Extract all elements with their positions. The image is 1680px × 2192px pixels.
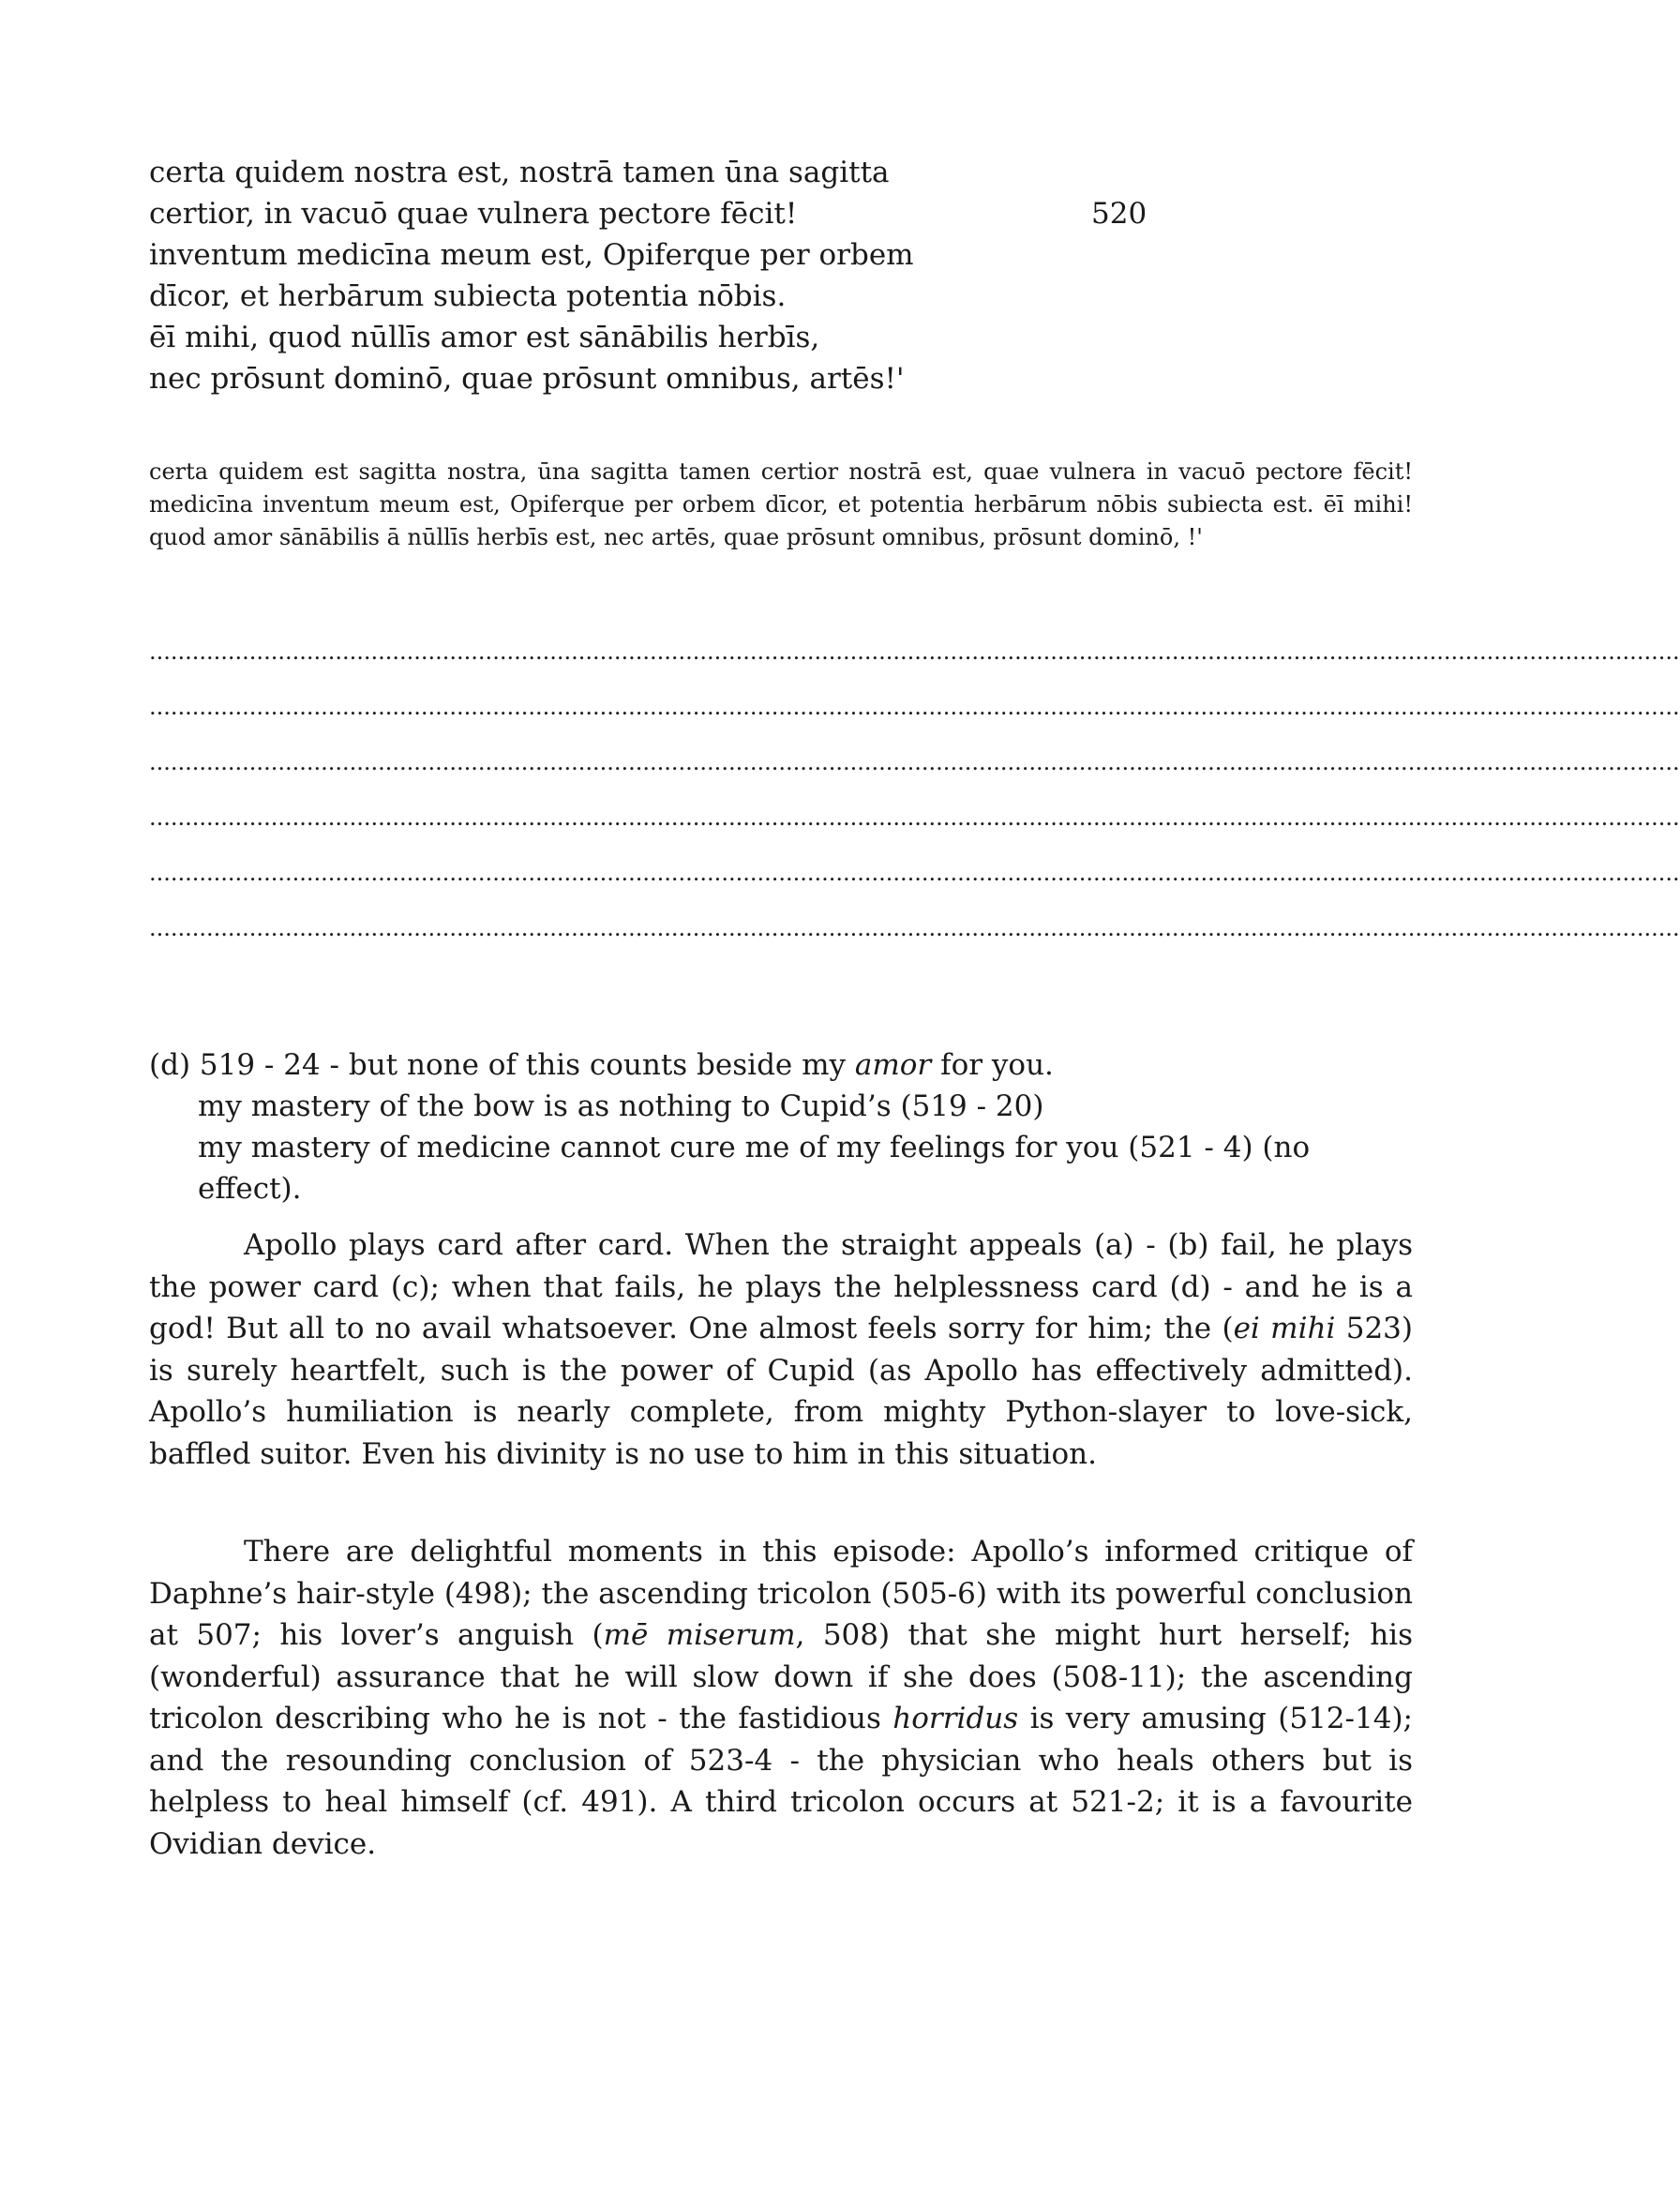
commentary-paragraph [149,1224,1413,1475]
answer-line: ...................................................................................................................................................................................................................... [149,638,1680,665]
verse-line-text: certa quidem nostra est, nostrā tamen ūna sagitta [149,156,890,189]
answer-line: ...................................................................................................................................................................................................................... [149,804,1680,831]
commentary-paragraph [149,1531,1413,1865]
summary-text: for you. [931,1048,1054,1082]
latin-verse [149,152,1180,399]
summary-text: (d) 519 - 24 - but none of this counts beside my [149,1048,855,1082]
answer-line: ...................................................................................................................................................................................................................... [149,749,1680,775]
paragraph-text: 523) is surely heartfelt, such is the power of Cupid (as Apollo has effectively admitted). Apollo’s humiliation is nearly complete, from mighty Python-slayer to love-sick, baffled suitor. Even his divinity is no use to him in this situation. [149,1312,1413,1471]
verse-line-text: inventum medicīna meum est, Opiferque per orbem [149,238,914,272]
verse-line-text: nec prōsunt dominō, quae prōsunt omnibus, artēs!' [149,362,905,396]
summary-line-d [149,1044,1413,1086]
paragraph-text: , 508) that she might hurt herself; his (wonderful) assurance that he will slow down if she does (508-11); the ascending tricolon describing who he is not - the fastidious [149,1618,1414,1735]
section-d-summary [149,1044,1413,1209]
answer-line: ...................................................................................................................................................................................................................... [149,694,1680,720]
verse-line [149,276,1180,317]
paragraph-text: is very amusing (512-14); and the resounding conclusion of 523-4 - the physician who heals others but is helpless to heal himself (cf. 491). A third tricolon occurs at 521-2; it is a favourite Ovidian device. [149,1702,1413,1861]
latin-term: mē miserum [603,1618,796,1652]
paragraph-text: There are delightful moments in this episode: Apollo’s informed critique of Daphne’s hair-style (498); the ascending tricolon (505-6) with its powerful conclusion at 507; his lover’s anguish ( [149,1535,1413,1652]
latin-term: horridus [892,1702,1019,1735]
verse-line [149,234,1180,276]
summary-line: my mastery of the bow is as nothing to Cupid’s (519 - 20) [198,1089,1044,1123]
verse-line-text: dīcor, et herbārum subiecta potentia nōbis. [149,279,787,313]
prose-word-order: certa quidem est sagitta nostra, ūna sagitta tamen certior nostrā est, quae vulnera in vacuō pectore fēcit! medicīna inventum meum est, Opiferque per orbem dīcor, et potentia herbārum nōbis subiecta est. ēī mihi! quod amor sānābilis ā nūllīs herbīs est, nec artēs, quae prōsunt omnibus, prōsunt dominō, !' [149,458,1413,550]
verse-line [149,317,1180,358]
verse-line [149,358,1180,399]
latin-term: ei mihi [1233,1312,1336,1345]
summary-line: my mastery of medicine cannot cure me of my feelings for you (521 - 4) (no effect). [198,1131,1311,1206]
line-number: 520 [1091,197,1148,231]
answer-line: ...................................................................................................................................................................................................................... [149,860,1680,886]
verse-line [149,193,1180,234]
verse-line-text: ēī mihi, quod nūllīs amor est sānābilis herbīs, [149,321,820,354]
latin-term: amor [854,1048,932,1082]
paragraph-text: Apollo plays card after card. When the straight appeals (a) - (b) fail, he plays the power card (c); when that fails, he plays the helplessness card (d) - and he is a god! But all to no avail whatsoever. One almost feels sorry for him; the ( [149,1228,1413,1345]
answer-line: ...................................................................................................................................................................................................................... [149,915,1680,941]
verse-line [149,152,1180,193]
verse-line-text: certior, in vacuō quae vulnera pectore fēcit! [149,197,798,231]
translation-answer-lines [149,624,1680,956]
